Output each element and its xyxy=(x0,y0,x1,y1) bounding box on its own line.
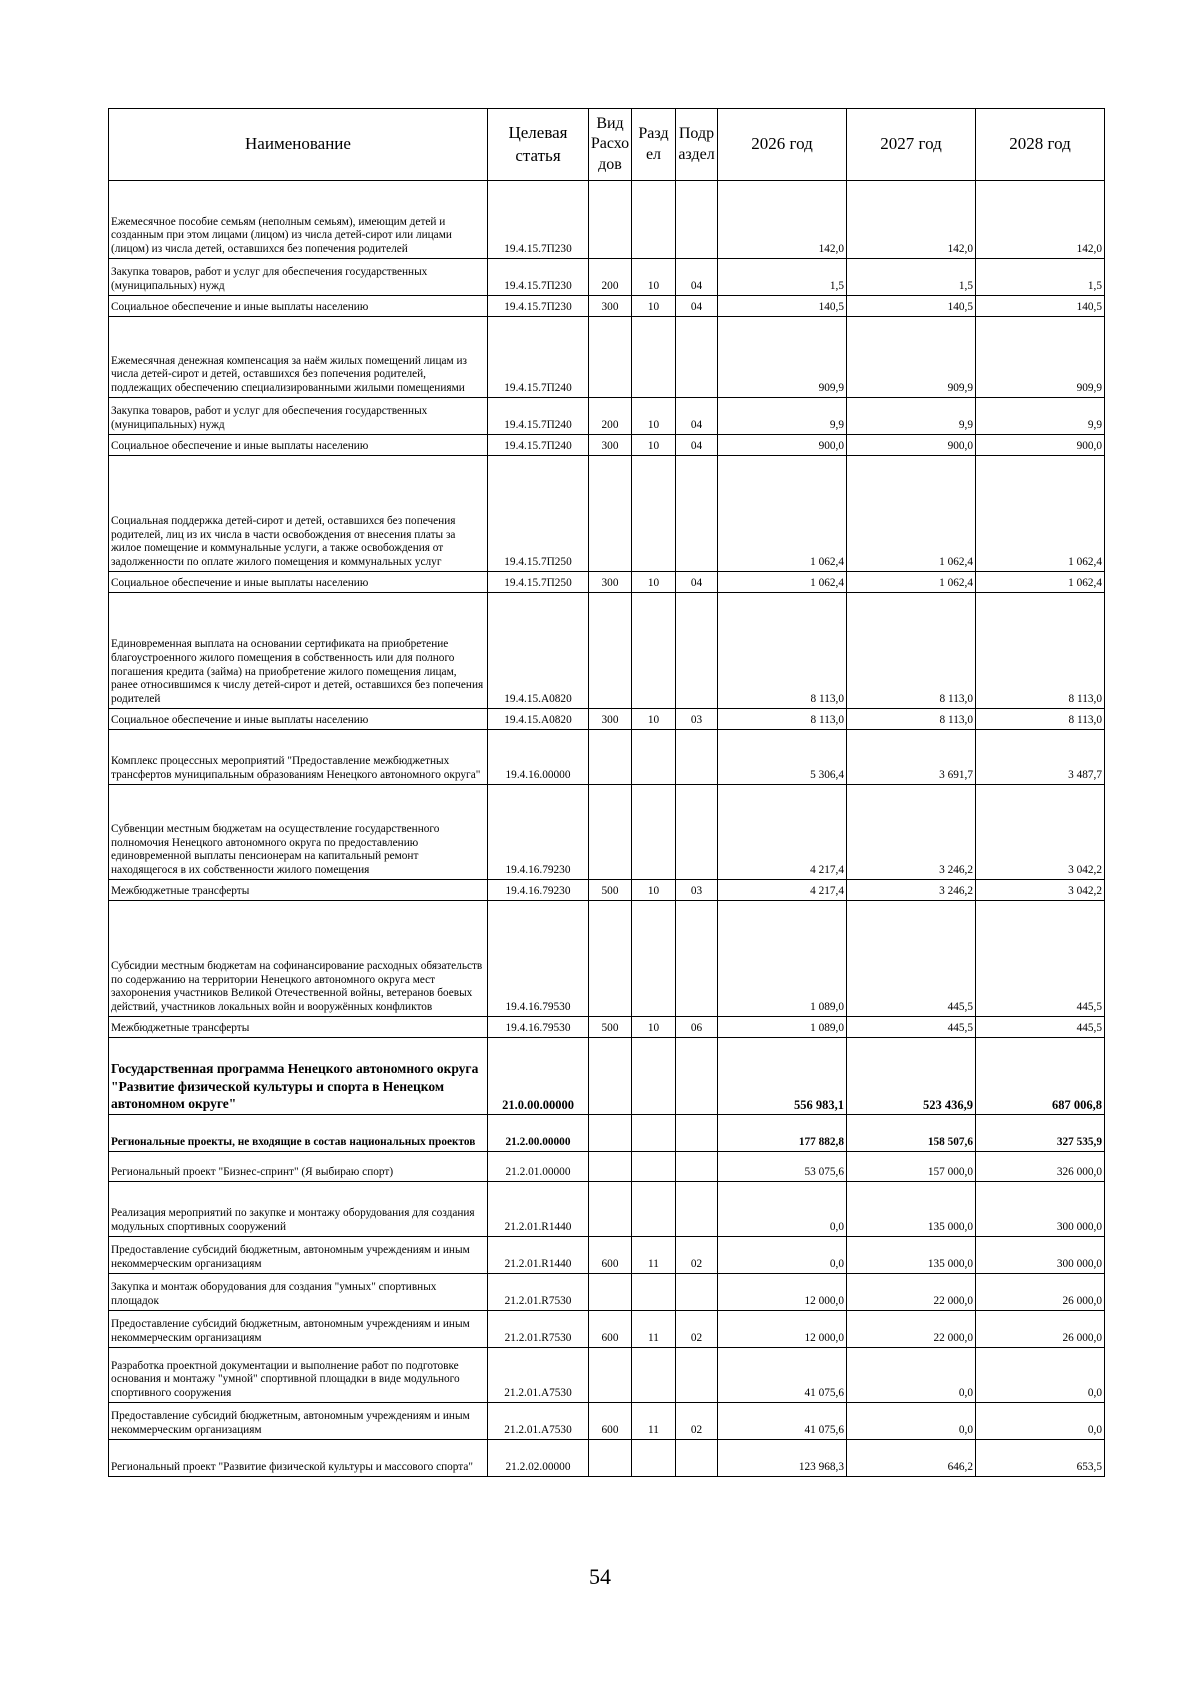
row-value-2027: 22 000,0 xyxy=(847,1274,976,1311)
row-expense-type: 200 xyxy=(589,398,632,435)
row-section xyxy=(632,1182,676,1237)
row-subsection xyxy=(676,785,718,880)
row-value-2026: 909,9 xyxy=(718,317,847,398)
table-row xyxy=(109,456,1105,572)
row-value-2027: 135 000,0 xyxy=(847,1237,976,1274)
row-value-2028: 1 062,4 xyxy=(976,572,1105,593)
table-row xyxy=(109,1152,1105,1182)
row-value-2026: 5 306,4 xyxy=(718,730,847,785)
table-row xyxy=(109,317,1105,398)
row-name: Социальное обеспечение и иные выплаты населению xyxy=(109,435,488,456)
row-value-2027: 445,5 xyxy=(847,1017,976,1038)
row-value-2028: 26 000,0 xyxy=(976,1311,1105,1348)
row-value-2027: 142,0 xyxy=(847,181,976,259)
row-subsection xyxy=(676,1182,718,1237)
row-value-2026: 140,5 xyxy=(718,296,847,317)
row-target-article: 21.2.01.00000 xyxy=(488,1152,589,1182)
row-value-2027: 158 507,6 xyxy=(847,1115,976,1152)
row-section xyxy=(632,456,676,572)
row-value-2028: 26 000,0 xyxy=(976,1274,1105,1311)
row-subsection: 02 xyxy=(676,1403,718,1440)
table-header-row xyxy=(109,109,1105,181)
table-row xyxy=(109,1311,1105,1348)
row-subsection xyxy=(676,1348,718,1403)
row-name: Единовременная выплата на основании сертификата на приобретение благоустроенного жилого помещения в собственность или для полного погашения кредита (займа) на приобретение жилого помещения лицам, ранее относившимся к числу детей-сирот и детей, оставшихся без попечения родителей xyxy=(109,593,488,709)
row-subsection: 02 xyxy=(676,1311,718,1348)
row-subsection xyxy=(676,456,718,572)
row-section xyxy=(632,1440,676,1477)
row-value-2028: 140,5 xyxy=(976,296,1105,317)
table-row xyxy=(109,1237,1105,1274)
row-name: Разработка проектной документации и выполнение работ по подготовке основания и монтажу "умной" спортивной площадки в виде модульного спортивного сооружения xyxy=(109,1348,488,1403)
row-expense-type xyxy=(589,901,632,1017)
row-name: Комплекс процессных мероприятий "Предоставление межбюджетных трансфертов муниципальным образованиям Ненецкого автономного округа" xyxy=(109,730,488,785)
row-subsection xyxy=(676,730,718,785)
row-target-article: 19.4.15.7П230 xyxy=(488,259,589,296)
row-name: Ежемесячная денежная компенсация за наём жилых помещений лицам из числа детей-сирот и детей, оставшихся без попечения родителей, подлежащих обеспечению специализированными жилыми помещениями xyxy=(109,317,488,398)
row-value-2028: 8 113,0 xyxy=(976,593,1105,709)
row-section xyxy=(632,785,676,880)
row-expense-type xyxy=(589,1152,632,1182)
row-section xyxy=(632,1038,676,1115)
row-value-2028: 326 000,0 xyxy=(976,1152,1105,1182)
page-number: 54 xyxy=(589,1564,611,1589)
row-name: Социальное обеспечение и иные выплаты населению xyxy=(109,709,488,730)
row-name: Государственная программа Ненецкого автономного округа "Развитие физической культуры и спорта в Ненецком автономном округе" xyxy=(109,1038,488,1115)
row-subsection: 04 xyxy=(676,296,718,317)
row-name: Социальное обеспечение и иные выплаты населению xyxy=(109,572,488,593)
row-name: Социальное обеспечение и иные выплаты населению xyxy=(109,296,488,317)
row-value-2026: 41 075,6 xyxy=(718,1403,847,1440)
row-target-article: 19.4.15.7П240 xyxy=(488,435,589,456)
row-value-2026: 900,0 xyxy=(718,435,847,456)
row-name: Реализация мероприятий по закупке и монтажу оборудования для создания модульных спортивных сооружений xyxy=(109,1182,488,1237)
row-expense-type: 600 xyxy=(589,1237,632,1274)
row-section xyxy=(632,317,676,398)
table-row xyxy=(109,880,1105,901)
row-expense-type xyxy=(589,1182,632,1237)
row-expense-type xyxy=(589,1038,632,1115)
row-expense-type: 500 xyxy=(589,880,632,901)
row-target-article: 21.2.01.R1440 xyxy=(488,1182,589,1237)
row-value-2027: 157 000,0 xyxy=(847,1152,976,1182)
row-expense-type xyxy=(589,1274,632,1311)
row-target-article: 19.4.15.7П240 xyxy=(488,398,589,435)
row-target-article: 19.4.16.79230 xyxy=(488,785,589,880)
row-target-article: 21.2.01.R1440 xyxy=(488,1237,589,1274)
row-section: 11 xyxy=(632,1403,676,1440)
row-section: 10 xyxy=(632,296,676,317)
table-row xyxy=(109,1403,1105,1440)
header-expense-type: Вид Расхо дов xyxy=(589,109,632,181)
row-name: Закупка и монтаж оборудования для создания "умных" спортивных площадок xyxy=(109,1274,488,1311)
row-section xyxy=(632,1274,676,1311)
row-value-2026: 1 062,4 xyxy=(718,572,847,593)
row-value-2027: 3 246,2 xyxy=(847,785,976,880)
row-value-2026: 8 113,0 xyxy=(718,709,847,730)
table-row xyxy=(109,435,1105,456)
row-subsection: 02 xyxy=(676,1237,718,1274)
row-target-article: 21.0.00.00000 xyxy=(488,1038,589,1115)
row-value-2028: 0,0 xyxy=(976,1348,1105,1403)
row-value-2027: 9,9 xyxy=(847,398,976,435)
table-row xyxy=(109,1038,1105,1115)
row-value-2027: 0,0 xyxy=(847,1348,976,1403)
row-target-article: 19.4.16.00000 xyxy=(488,730,589,785)
row-value-2026: 177 882,8 xyxy=(718,1115,847,1152)
row-section xyxy=(632,593,676,709)
row-name: Региональный проект "Развитие физической культуры и массового спорта" xyxy=(109,1440,488,1477)
table-row xyxy=(109,730,1105,785)
row-name: Закупка товаров, работ и услуг для обеспечения государственных (муниципальных) нужд xyxy=(109,398,488,435)
row-expense-type xyxy=(589,593,632,709)
row-value-2027: 900,0 xyxy=(847,435,976,456)
row-name: Закупка товаров, работ и услуг для обеспечения государственных (муниципальных) нужд xyxy=(109,259,488,296)
row-expense-type: 300 xyxy=(589,572,632,593)
row-value-2027: 22 000,0 xyxy=(847,1311,976,1348)
row-value-2026: 556 983,1 xyxy=(718,1038,847,1115)
table-row xyxy=(109,296,1105,317)
row-name: Субсидии местным бюджетам на софинансирование расходных обязательств по содержанию на территории Ненецкого автономного округа мест захоронения участников Великой Отечественной войны, ветеранов боевых действий, участников локальных войн и вооружённых конфликтов xyxy=(109,901,488,1017)
row-subsection xyxy=(676,1038,718,1115)
row-value-2028: 909,9 xyxy=(976,317,1105,398)
row-value-2027: 140,5 xyxy=(847,296,976,317)
row-value-2027: 3 691,7 xyxy=(847,730,976,785)
row-value-2026: 142,0 xyxy=(718,181,847,259)
row-value-2026: 1 062,4 xyxy=(718,456,847,572)
table-row xyxy=(109,398,1105,435)
row-target-article: 19.4.15.А0820 xyxy=(488,709,589,730)
row-subsection: 03 xyxy=(676,709,718,730)
row-name: Ежемесячное пособие семьям (неполным семьям), имеющим детей и созданным при этом лицами (лицом) из числа детей-сирот или лицами (лицом) из числа детей, оставшихся без попечения родителей xyxy=(109,181,488,259)
row-target-article: 21.2.01.R7530 xyxy=(488,1311,589,1348)
document-page xyxy=(108,108,1104,1477)
row-value-2026: 1 089,0 xyxy=(718,1017,847,1038)
row-value-2027: 1 062,4 xyxy=(847,572,976,593)
row-name: Предоставление субсидий бюджетным, автономным учреждениям и иным некоммерческим организациям xyxy=(109,1403,488,1440)
row-subsection xyxy=(676,317,718,398)
row-name: Предоставление субсидий бюджетным, автономным учреждениям и иным некоммерческим организациям xyxy=(109,1311,488,1348)
table-row xyxy=(109,1348,1105,1403)
row-value-2027: 909,9 xyxy=(847,317,976,398)
row-section: 10 xyxy=(632,1017,676,1038)
row-target-article: 19.4.15.7П250 xyxy=(488,572,589,593)
row-target-article: 21.2.02.00000 xyxy=(488,1440,589,1477)
row-value-2028: 900,0 xyxy=(976,435,1105,456)
row-value-2026: 12 000,0 xyxy=(718,1274,847,1311)
table-row xyxy=(109,709,1105,730)
row-value-2026: 53 075,6 xyxy=(718,1152,847,1182)
row-subsection xyxy=(676,593,718,709)
row-name: Предоставление субсидий бюджетным, автономным учреждениям и иным некоммерческим организациям xyxy=(109,1237,488,1274)
row-target-article: 19.4.16.79530 xyxy=(488,901,589,1017)
row-value-2027: 1 062,4 xyxy=(847,456,976,572)
row-value-2028: 300 000,0 xyxy=(976,1182,1105,1237)
row-subsection: 04 xyxy=(676,435,718,456)
row-subsection xyxy=(676,1440,718,1477)
row-value-2026: 1,5 xyxy=(718,259,847,296)
row-section: 10 xyxy=(632,709,676,730)
row-subsection: 06 xyxy=(676,1017,718,1038)
row-value-2027: 646,2 xyxy=(847,1440,976,1477)
row-subsection xyxy=(676,1152,718,1182)
row-expense-type xyxy=(589,456,632,572)
row-section xyxy=(632,181,676,259)
row-value-2027: 1,5 xyxy=(847,259,976,296)
row-value-2026: 0,0 xyxy=(718,1237,847,1274)
row-expense-type: 200 xyxy=(589,259,632,296)
row-value-2028: 3 487,7 xyxy=(976,730,1105,785)
row-name: Региональные проекты, не входящие в состав национальных проектов xyxy=(109,1115,488,1152)
row-expense-type: 300 xyxy=(589,296,632,317)
row-section xyxy=(632,1348,676,1403)
table-row xyxy=(109,1115,1105,1152)
row-value-2026: 4 217,4 xyxy=(718,785,847,880)
row-value-2026: 123 968,3 xyxy=(718,1440,847,1477)
table-row xyxy=(109,259,1105,296)
row-section: 10 xyxy=(632,435,676,456)
row-section xyxy=(632,730,676,785)
row-expense-type xyxy=(589,1115,632,1152)
row-expense-type: 300 xyxy=(589,709,632,730)
row-value-2028: 653,5 xyxy=(976,1440,1105,1477)
row-target-article: 19.4.15.А0820 xyxy=(488,593,589,709)
row-value-2028: 1 062,4 xyxy=(976,456,1105,572)
row-value-2027: 0,0 xyxy=(847,1403,976,1440)
row-section xyxy=(632,1115,676,1152)
header-year-2026: 2026 год xyxy=(718,109,847,181)
row-target-article: 19.4.15.7П230 xyxy=(488,296,589,317)
row-target-article: 19.4.15.7П230 xyxy=(488,181,589,259)
row-expense-type: 300 xyxy=(589,435,632,456)
row-expense-type xyxy=(589,730,632,785)
row-expense-type xyxy=(589,181,632,259)
row-target-article: 21.2.01.А7530 xyxy=(488,1348,589,1403)
row-section xyxy=(632,1152,676,1182)
row-value-2027: 523 436,9 xyxy=(847,1038,976,1115)
table-row xyxy=(109,1440,1105,1477)
row-value-2028: 8 113,0 xyxy=(976,709,1105,730)
row-value-2026: 8 113,0 xyxy=(718,593,847,709)
row-target-article: 19.4.16.79230 xyxy=(488,880,589,901)
row-value-2028: 445,5 xyxy=(976,901,1105,1017)
row-name: Региональный проект "Бизнес-спринт" (Я выбираю спорт) xyxy=(109,1152,488,1182)
row-target-article: 21.2.01.R7530 xyxy=(488,1274,589,1311)
header-year-2027: 2027 год xyxy=(847,109,976,181)
row-expense-type: 600 xyxy=(589,1403,632,1440)
row-value-2027: 8 113,0 xyxy=(847,593,976,709)
row-section xyxy=(632,901,676,1017)
table-row xyxy=(109,1182,1105,1237)
row-subsection xyxy=(676,1115,718,1152)
row-value-2026: 9,9 xyxy=(718,398,847,435)
row-name: Социальная поддержка детей-сирот и детей, оставшихся без попечения родителей, лиц из их числа в части освобождения от внесения платы за жилое помещение и коммунальные услуги, а также освобождения от задолженности по оплате жилого помещения и коммунальных услуг xyxy=(109,456,488,572)
row-value-2027: 8 113,0 xyxy=(847,709,976,730)
row-value-2027: 445,5 xyxy=(847,901,976,1017)
row-subsection xyxy=(676,181,718,259)
row-name: Межбюджетные трансферты xyxy=(109,1017,488,1038)
table-row xyxy=(109,901,1105,1017)
table-row xyxy=(109,181,1105,259)
header-name: Наименование xyxy=(109,109,488,181)
row-target-article: 21.2.01.А7530 xyxy=(488,1403,589,1440)
row-expense-type: 500 xyxy=(589,1017,632,1038)
row-subsection: 04 xyxy=(676,572,718,593)
row-subsection: 04 xyxy=(676,259,718,296)
row-value-2027: 3 246,2 xyxy=(847,880,976,901)
row-value-2026: 41 075,6 xyxy=(718,1348,847,1403)
row-section: 10 xyxy=(632,259,676,296)
table-row xyxy=(109,593,1105,709)
row-value-2028: 300 000,0 xyxy=(976,1237,1105,1274)
row-value-2028: 3 042,2 xyxy=(976,880,1105,901)
row-value-2028: 9,9 xyxy=(976,398,1105,435)
table-row xyxy=(109,785,1105,880)
row-value-2026: 12 000,0 xyxy=(718,1311,847,1348)
header-year-2028: 2028 год xyxy=(976,109,1105,181)
header-section: Разд ел xyxy=(632,109,676,181)
row-expense-type: 600 xyxy=(589,1311,632,1348)
header-target-article: Целевая статья xyxy=(488,109,589,181)
row-section: 10 xyxy=(632,880,676,901)
row-name: Межбюджетные трансферты xyxy=(109,880,488,901)
row-value-2026: 4 217,4 xyxy=(718,880,847,901)
row-section: 10 xyxy=(632,572,676,593)
row-expense-type xyxy=(589,1348,632,1403)
row-subsection: 03 xyxy=(676,880,718,901)
header-subsection: Подр аздел xyxy=(676,109,718,181)
row-target-article: 21.2.00.00000 xyxy=(488,1115,589,1152)
table-row xyxy=(109,1274,1105,1311)
budget-table xyxy=(108,108,1105,1477)
row-value-2028: 445,5 xyxy=(976,1017,1105,1038)
row-value-2028: 327 535,9 xyxy=(976,1115,1105,1152)
row-value-2028: 0,0 xyxy=(976,1403,1105,1440)
row-value-2028: 3 042,2 xyxy=(976,785,1105,880)
row-subsection xyxy=(676,901,718,1017)
row-value-2026: 0,0 xyxy=(718,1182,847,1237)
row-expense-type xyxy=(589,785,632,880)
row-value-2027: 135 000,0 xyxy=(847,1182,976,1237)
row-target-article: 19.4.15.7П250 xyxy=(488,456,589,572)
row-value-2026: 1 089,0 xyxy=(718,901,847,1017)
row-subsection: 04 xyxy=(676,398,718,435)
row-target-article: 19.4.15.7П240 xyxy=(488,317,589,398)
row-section: 11 xyxy=(632,1237,676,1274)
row-name: Субвенции местным бюджетам на осуществление государственного полномочия Ненецкого автономного округа по предоставлению единовременной выплаты пенсионерам на капитальный ремонт находящегося в их собственности жилого помещения xyxy=(109,785,488,880)
table-row xyxy=(109,572,1105,593)
table-row xyxy=(109,1017,1105,1038)
row-target-article: 19.4.16.79530 xyxy=(488,1017,589,1038)
row-value-2028: 687 006,8 xyxy=(976,1038,1105,1115)
row-expense-type xyxy=(589,317,632,398)
row-section: 10 xyxy=(632,398,676,435)
row-section: 11 xyxy=(632,1311,676,1348)
row-value-2028: 1,5 xyxy=(976,259,1105,296)
row-expense-type xyxy=(589,1440,632,1477)
row-value-2028: 142,0 xyxy=(976,181,1105,259)
row-subsection xyxy=(676,1274,718,1311)
